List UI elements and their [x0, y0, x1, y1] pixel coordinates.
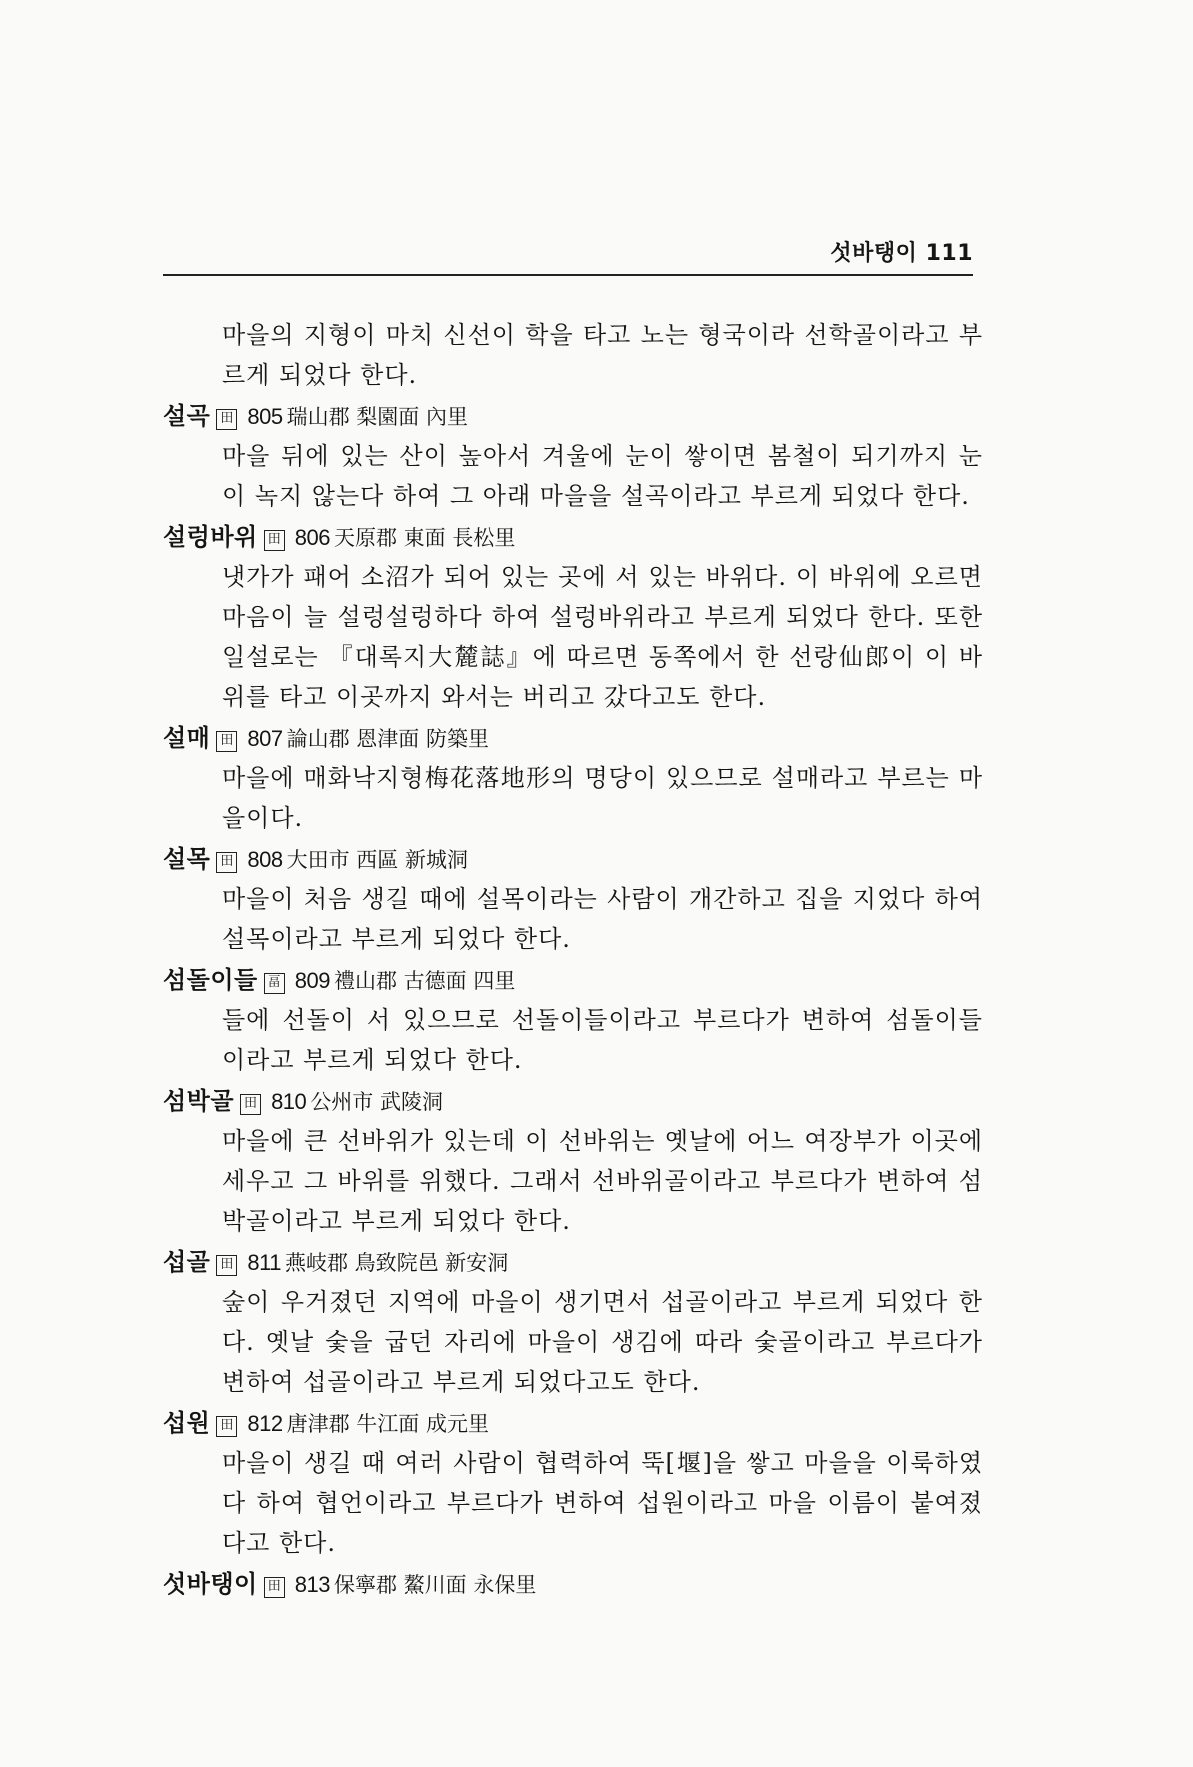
entry-number: 808	[247, 847, 283, 872]
entry-location: 論山郡 恩津面 防築里	[286, 727, 489, 751]
category-badge: 田	[216, 409, 237, 430]
entry-heading	[163, 1404, 983, 1443]
headword: 설매	[163, 724, 211, 752]
page-header	[163, 236, 973, 276]
entry-number: 809	[294, 968, 330, 993]
entry-heading	[163, 1565, 983, 1604]
category-badge: 田	[216, 1416, 237, 1437]
entry-number: 813	[294, 1572, 330, 1597]
entry-number: 810	[271, 1089, 307, 1114]
headword: 설곡	[163, 402, 211, 430]
entry-number: 806	[294, 525, 330, 550]
headword: 섭원	[163, 1409, 211, 1437]
intro-paragraph: 마을의 지형이 마치 신선이 학을 타고 노는 형국이라 선학골이라고 부르게 되었다 한다.	[222, 321, 983, 389]
category-badge: 田	[216, 1255, 237, 1276]
category-badge: 田	[216, 852, 237, 873]
entry	[163, 1565, 983, 1604]
headword: 섭골	[163, 1248, 211, 1276]
category-badge: 畐	[264, 973, 285, 994]
entry-heading	[163, 518, 983, 557]
entry	[163, 1082, 983, 1241]
category-badge: 田	[240, 1094, 261, 1115]
headword: 설렁바위	[163, 523, 258, 551]
headword: 섬돌이들	[163, 966, 258, 994]
category-badge: 田	[264, 530, 285, 551]
entry-text: 마을에 매화낙지형梅花落地形의 명당이 있으므로 설매라고 부르는 마을이다.	[222, 764, 983, 832]
entry-heading	[163, 719, 983, 758]
entry	[163, 840, 983, 959]
entry-heading	[163, 1082, 983, 1121]
entry	[163, 1404, 983, 1563]
entry-text: 마을에 큰 선바위가 있는데 이 선바위는 옛날에 어느 여장부가 이곳에 세우고 그 바위를 위했다. 그래서 선바위골이라고 부르다가 변하여 섬박골이라고 부르게 되었다 한다.	[222, 1127, 983, 1235]
entry	[163, 1243, 983, 1402]
entry-text: 마을이 생길 때 여러 사람이 협력하여 뚝[堰]을 쌓고 마을을 이룩하였다 하여 협언이라고 부르다가 변하여 섭원이라고 마을 이름이 붙여졌다고 한다.	[222, 1449, 983, 1557]
headword: 섯바탱이	[163, 1570, 258, 1598]
running-head: 섯바탱이 111	[830, 241, 973, 266]
entry-location: 公州市 武陵洞	[310, 1090, 443, 1114]
entry-text: 들에 선돌이 서 있으므로 선돌이들이라고 부르다가 변하여 섬돌이들이라고 부르게 되었다 한다.	[222, 1006, 983, 1074]
entry-text: 숲이 우거졌던 지역에 마을이 생기면서 섭골이라고 부르게 되었다 한다. 옛날 숯을 굽던 자리에 마을이 생김에 따라 숯골이라고 부르다가 변하여 섭골이라고 부르게 되었다고도 한다.	[222, 1288, 983, 1396]
entry	[163, 518, 983, 717]
entry-location: 禮山郡 古德面 四里	[333, 969, 516, 993]
entry-text: 마을 뒤에 있는 산이 높아서 겨울에 눈이 쌓이면 봄철이 되기까지 눈이 녹지 않는다 하여 그 아래 마을을 설곡이라고 부르게 되었다 한다.	[222, 442, 983, 510]
entry-location: 燕岐郡 鳥致院邑 新安洞	[284, 1251, 509, 1275]
entry-location: 保寧郡 鰲川面 永保里	[333, 1573, 537, 1597]
entry-number: 805	[247, 404, 283, 429]
entry	[163, 397, 983, 516]
entry-heading	[163, 1243, 983, 1282]
entry-location: 天原郡 東面 長松里	[333, 526, 516, 550]
entry	[163, 961, 983, 1080]
entry-text: 마을이 처음 생길 때에 설목이라는 사람이 개간하고 집을 지었다 하여 설목이라고 부르게 되었다 한다.	[222, 885, 983, 953]
entry-text: 냇가가 패어 소沼가 되어 있는 곳에 서 있는 바위다. 이 바위에 오르면 마음이 늘 설렁설렁하다 하여 설렁바위라고 부르게 되었다 한다. 또한 일설로는 『대록지大麓誌』에 따르면 동쪽에서 한 선랑仙郎이 이 바위를 타고 이곳까지 와서는 버리고 갔다고도 한다.	[222, 563, 983, 711]
entry-location: 大田市 西區 新城洞	[286, 848, 468, 872]
category-badge: 田	[216, 731, 237, 752]
entry-heading	[163, 840, 983, 879]
page-content	[163, 315, 983, 1604]
entry-location: 瑞山郡 梨園面 內里	[286, 405, 468, 429]
entry-number: 812	[247, 1411, 283, 1436]
category-badge: 田	[264, 1577, 285, 1598]
entry-heading	[163, 961, 983, 1000]
headword: 설목	[163, 845, 211, 873]
entry-heading	[163, 397, 983, 436]
headword: 섬박골	[163, 1087, 235, 1115]
entry-location: 唐津郡 牛江面 成元里	[286, 1412, 489, 1436]
entry-number: 811	[247, 1250, 281, 1275]
entry-number: 807	[247, 726, 283, 751]
entry	[163, 719, 983, 838]
